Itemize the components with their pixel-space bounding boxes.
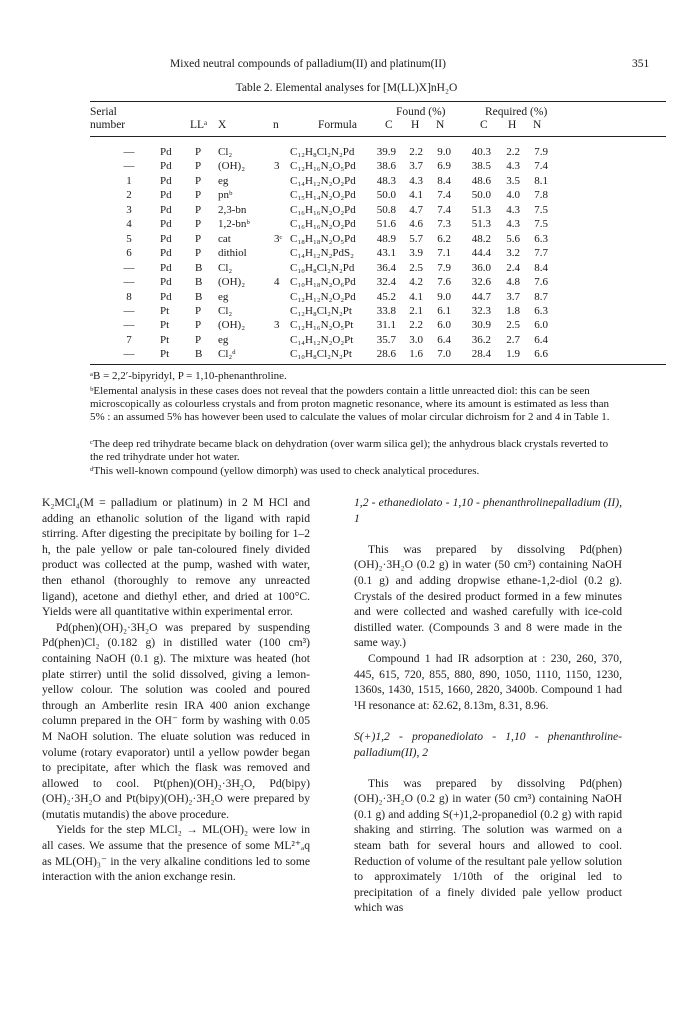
cell-required-n: 6.4 <box>534 333 548 346</box>
cell-required-n: 7.8 <box>534 189 548 202</box>
cell-required-n: 7.4 <box>534 160 548 173</box>
cell-formula: C₁₂H₁₆N₂O₅Pd <box>290 160 356 173</box>
cell-found-h: 2.1 <box>409 304 423 317</box>
body-paragraph: Yields for the step MLCl₂ → ML(OH)₂ were low in all cases. We assume that the presence of some ML²⁺ₐq as ML(OH)₃⁻ in the very alkaline conditions led to some interaction with the anion exchange resin. <box>42 823 310 884</box>
cell-required-c: 36.0 <box>471 261 491 274</box>
header-found-n: N <box>436 119 445 131</box>
page-number: 351 <box>632 58 650 70</box>
cell-n: 3 <box>274 319 280 332</box>
cell-x: cat <box>218 232 231 245</box>
table-row <box>0 204 693 218</box>
spacer <box>354 760 622 776</box>
cell-required-h: 3.5 <box>506 174 520 187</box>
cell-metal: Pt <box>160 319 170 332</box>
cell-formula: C₁₂H₈Cl₂N₂Pd <box>290 146 355 158</box>
cell-found-n: 9.0 <box>437 290 451 303</box>
header-required-h: H <box>508 119 517 131</box>
cell-required-h: 4.0 <box>506 189 520 202</box>
table-row <box>0 319 693 333</box>
cell-found-c: 36.4 <box>376 261 396 274</box>
cell-ligand: B <box>195 276 203 289</box>
body-right-column <box>354 495 622 916</box>
footnote-d: ᵈThis well-known compound (yellow dimorph) was used to check analytical procedures. <box>90 465 480 477</box>
footnote-c: ᶜThe deep red trihydrate became black on dehydration (over warm silica gel); the anhydrous black crystals reverted to the red trihydrate under hot water. <box>90 438 609 464</box>
cell-found-h: 3.9 <box>409 247 423 260</box>
cell-required-c: 48.2 <box>471 232 491 245</box>
cell-ligand: B <box>195 290 203 303</box>
cell-serial: — <box>123 160 135 173</box>
cell-found-n: 7.6 <box>437 276 451 289</box>
cell-n: 4 <box>274 276 280 289</box>
cell-found-n: 6.4 <box>437 333 451 346</box>
cell-found-h: 4.1 <box>409 290 423 303</box>
section-heading: 1,2 - ethanediolato - 1,10 - phenanthrolinepalladium (II), 1 <box>354 496 622 525</box>
cell-found-n: 6.0 <box>437 319 451 332</box>
cell-serial: — <box>123 261 135 274</box>
cell-found-n: 9.0 <box>437 146 451 158</box>
cell-required-c: 38.5 <box>471 160 491 173</box>
cell-required-h: 4.3 <box>506 218 520 231</box>
cell-found-h: 3.7 <box>409 160 423 173</box>
cell-found-h: 2.2 <box>409 146 423 158</box>
table-bottom-rule <box>90 364 666 365</box>
cell-metal: Pd <box>160 218 172 231</box>
cell-metal: Pt <box>160 348 170 361</box>
cell-required-n: 7.6 <box>534 276 548 289</box>
cell-required-c: 28.4 <box>471 348 491 361</box>
body-paragraph: Pd(phen)(OH)₂·3H₂O was prepared by suspending Pd(phen)Cl₂ (0.182 g) in distilled water (100 cm³) containing NaOH (0.1 g). The mixture was heated (hot plate stirrer) until the solid dissolved, giving a lemon-yellow colour. The solution was cooled and poured through an Amberlite resin IRA 400 anion exchange column prepared in the OH⁻ form by washing with 0.05 M NaOH solution. The eluate solution was reduced in volume (rotary evaporator) until a yellow powder began to precipitate, after which the flask was removed and allowed to cool. Pt(phen)(OH)₂·3H₂O, Pd(bipy)(OH)₂·3H₂O and Pt(bipy)(OH)₂·3H₂O were prepared by (mutatis mutandis) the above procedure. <box>42 620 310 821</box>
cell-formula: C₁₈H₁₈N₂O₅Pd <box>290 232 356 245</box>
cell-x: Cl₂ <box>218 261 233 274</box>
footnote-a: ᵃB = 2,2′-bipyridyl, P = 1,10-phenanthroline. <box>90 370 287 382</box>
cell-serial: — <box>123 348 135 361</box>
cell-found-h: 3.0 <box>409 333 423 346</box>
cell-n: 3 <box>274 160 280 173</box>
cell-x: dithiol <box>218 247 247 260</box>
table-row <box>0 291 693 305</box>
cell-metal: Pd <box>160 174 172 187</box>
body-left-column <box>42 495 310 885</box>
cell-required-c: 50.0 <box>471 189 491 202</box>
cell-ligand: P <box>195 203 202 216</box>
cell-metal: Pd <box>160 290 172 303</box>
cell-required-h: 2.2 <box>506 146 520 158</box>
cell-ligand: B <box>195 261 203 274</box>
header-x: X <box>218 119 227 131</box>
cell-found-c: 28.6 <box>376 348 396 361</box>
cell-formula: C₁₂H₁₆N₂O₅Pt <box>290 319 354 332</box>
cell-found-c: 35.7 <box>376 333 396 346</box>
section-heading: S(+)1,2 - propanediolato - 1,10 - phenanthroline-palladium(II), 2 <box>354 729 622 759</box>
cell-found-h: 5.7 <box>409 232 423 245</box>
cell-metal: Pd <box>160 203 172 216</box>
table-row <box>0 146 693 160</box>
cell-required-n: 6.3 <box>534 232 548 245</box>
body-paragraph: This was prepared by dissolving Pd(phen) (OH)₂·3H₂O (0.2 g) in water (50 cm³) containing NaOH (0.1 g) and adding dropwise ethane-1,2-diol (0.2 g). Crystals of the desired product formed in a few minutes and were collected and washed carefully with ice-cold distilled water. (Compounds 3 and 8 were made in the same way.) <box>354 542 622 650</box>
cell-x: Cl₂ <box>218 146 233 158</box>
cell-formula: C₁₅H₁₄N₂O₂Pd <box>290 189 356 202</box>
cell-x: (OH)₂ <box>218 276 246 289</box>
running-title: Mixed neutral compounds of palladium(II) and platinum(II) <box>170 58 446 70</box>
cell-serial: 4 <box>126 218 132 231</box>
cell-required-c: 32.3 <box>471 304 491 317</box>
cell-found-n: 7.1 <box>437 247 451 260</box>
cell-formula: C₁₀H₁₈N₂O₆Pd <box>290 276 356 289</box>
cell-metal: Pd <box>160 247 172 260</box>
header-found-h: H <box>411 119 420 131</box>
cell-metal: Pd <box>160 189 172 202</box>
cell-required-n: 8.4 <box>534 261 548 274</box>
cell-ligand: P <box>195 218 202 231</box>
header-serial: Serial <box>90 106 117 118</box>
cell-found-n: 7.4 <box>437 203 451 216</box>
cell-required-h: 4.3 <box>506 160 520 173</box>
cell-metal: Pt <box>160 304 170 317</box>
cell-found-h: 4.6 <box>409 218 423 231</box>
cell-x: eg <box>218 174 229 187</box>
cell-metal: Pd <box>160 276 172 289</box>
cell-required-c: 51.3 <box>471 203 491 216</box>
table-row <box>0 218 693 232</box>
cell-required-h: 2.7 <box>506 333 520 346</box>
cell-found-h: 4.1 <box>409 189 423 202</box>
cell-formula: C₁₀H₈Cl₂N₂Pd <box>290 261 355 274</box>
cell-found-n: 6.2 <box>437 232 451 245</box>
cell-found-c: 38.6 <box>376 160 396 173</box>
header-n: n <box>273 119 279 131</box>
header-required: Required (%) <box>485 106 548 118</box>
table-header-rule <box>90 136 666 137</box>
cell-required-h: 1.8 <box>506 304 520 317</box>
table-row <box>0 348 693 362</box>
cell-found-h: 4.3 <box>409 174 423 187</box>
cell-found-c: 31.1 <box>376 319 396 332</box>
cell-serial: 1 <box>126 174 132 187</box>
table-caption: Table 2. Elemental analyses for [M(LL)X]nH₂O <box>235 82 458 94</box>
cell-required-c: 44.4 <box>471 247 491 260</box>
cell-found-n: 7.3 <box>437 218 451 231</box>
header-number: number <box>90 119 126 131</box>
cell-required-n: 7.5 <box>534 218 548 231</box>
table-top-rule <box>90 101 666 102</box>
table-row <box>0 160 693 174</box>
cell-found-c: 50.0 <box>376 189 396 202</box>
cell-found-h: 4.2 <box>409 276 423 289</box>
cell-x: 1,2-bnᵇ <box>218 218 250 231</box>
cell-required-n: 8.7 <box>534 290 548 303</box>
cell-found-h: 2.2 <box>409 319 423 332</box>
cell-serial: — <box>123 319 135 332</box>
cell-metal: Pd <box>160 146 172 158</box>
cell-ligand: P <box>195 304 202 317</box>
cell-ligand: P <box>195 189 202 202</box>
cell-serial: — <box>123 304 135 317</box>
cell-ligand: P <box>195 146 202 158</box>
cell-found-c: 39.9 <box>376 146 396 158</box>
table-row <box>0 262 693 276</box>
cell-serial: 7 <box>126 333 132 346</box>
cell-required-c: 40.3 <box>471 146 491 158</box>
table-row <box>0 189 693 203</box>
cell-required-n: 7.9 <box>534 146 548 158</box>
cell-found-h: 1.6 <box>409 348 423 361</box>
cell-x: 2,3-bn <box>218 203 247 216</box>
cell-found-c: 50.8 <box>376 203 396 216</box>
header-required-c: C <box>480 119 488 131</box>
cell-required-n: 7.5 <box>534 203 548 216</box>
spacer <box>354 526 622 542</box>
cell-serial: 6 <box>126 247 132 260</box>
cell-required-c: 48.6 <box>471 174 491 187</box>
cell-formula: C₁₄H₁₂N₂O₂Pt <box>290 333 354 346</box>
cell-x: Cl₂ᵈ <box>218 348 236 361</box>
cell-required-h: 4.8 <box>506 276 520 289</box>
cell-formula: C₁₆H₁₆N₂O₂Pd <box>290 203 356 216</box>
cell-required-n: 6.0 <box>534 319 548 332</box>
cell-formula: C₁₆H₁₆N₂O₂Pd <box>290 218 356 231</box>
cell-found-c: 32.4 <box>376 276 396 289</box>
cell-ligand: P <box>195 174 202 187</box>
cell-serial: 2 <box>126 189 132 202</box>
table-row <box>0 305 693 319</box>
cell-required-c: 51.3 <box>471 218 491 231</box>
cell-found-c: 33.8 <box>376 304 396 317</box>
cell-metal: Pd <box>160 261 172 274</box>
cell-ligand: P <box>195 160 202 173</box>
cell-x: Cl₂ <box>218 304 233 317</box>
cell-serial: 3 <box>126 203 132 216</box>
header-formula: Formula <box>318 119 357 131</box>
cell-found-n: 8.4 <box>437 174 451 187</box>
cell-ligand: B <box>195 348 203 361</box>
cell-ligand: P <box>195 232 202 245</box>
cell-found-h: 2.5 <box>409 261 423 274</box>
cell-x: (OH)₂ <box>218 160 246 173</box>
spacer <box>354 713 622 729</box>
cell-required-n: 7.7 <box>534 247 548 260</box>
cell-required-h: 2.4 <box>506 261 520 274</box>
cell-x: eg <box>218 290 229 303</box>
cell-x: (OH)₂ <box>218 319 246 332</box>
cell-formula: C₁₄H₁₂N₂O₂Pd <box>290 174 356 187</box>
cell-required-h: 5.6 <box>506 232 520 245</box>
cell-formula: C₁₂H₁₂N₂O₂Pd <box>290 290 356 303</box>
cell-found-c: 51.6 <box>376 218 396 231</box>
cell-found-n: 6.9 <box>437 160 451 173</box>
cell-ligand: P <box>195 247 202 260</box>
cell-metal: Pd <box>160 160 172 173</box>
cell-found-n: 6.1 <box>437 304 451 317</box>
cell-required-c: 36.2 <box>471 333 491 346</box>
cell-required-h: 2.5 <box>506 319 520 332</box>
cell-serial: — <box>123 276 135 289</box>
cell-x: eg <box>218 333 229 346</box>
cell-found-c: 48.3 <box>376 174 396 187</box>
table-row <box>0 247 693 261</box>
cell-serial: — <box>123 146 135 158</box>
cell-required-n: 6.6 <box>534 348 548 361</box>
cell-metal: Pd <box>160 232 172 245</box>
table-row <box>0 276 693 290</box>
cell-n: 3ᶜ <box>274 232 283 245</box>
header-found-c: C <box>385 119 393 131</box>
cell-required-c: 44.7 <box>471 290 491 303</box>
header-required-n: N <box>533 119 542 131</box>
cell-required-h: 1.9 <box>506 348 520 361</box>
footnote-b: ᵇElemental analysis in these cases does not reveal that the powders contain a little unreacted diol: this can be seen microscopically as colourless crystals and from proton magnetic resonance, where its amount is estimated as less than 5% : an assumed 5% has however been used to calculate the values of molar circular dichroism for 2 and 4 in Table 1. <box>90 385 610 424</box>
cell-found-n: 7.0 <box>437 348 451 361</box>
cell-required-n: 6.3 <box>534 304 548 317</box>
cell-formula: C₁₄H₁₂N₂PdS₂ <box>290 247 354 260</box>
cell-ligand: P <box>195 319 202 332</box>
cell-required-c: 30.9 <box>471 319 491 332</box>
table-row <box>0 233 693 247</box>
cell-required-h: 4.3 <box>506 203 520 216</box>
body-paragraph: K₂MCl₄(M = palladium or platinum) in 2 M HCl and adding an ethanolic solution of the ligand with rapid stirring. After digesting the precipitate by boiling for 1–2 h, the pale yellow or pale tan-coloured finely divided product was collected at the pump, washed with water, then ethanol (thoroughly to remove any unreacted ligand), acetone and diethyl ether, and dried at 100°C. Yields were all quantitative within experimental error. <box>42 496 310 619</box>
cell-metal: Pt <box>160 333 170 346</box>
cell-found-c: 45.2 <box>376 290 396 303</box>
cell-found-n: 7.4 <box>437 189 451 202</box>
cell-required-h: 3.7 <box>506 290 520 303</box>
cell-found-c: 43.1 <box>376 247 396 260</box>
table-row <box>0 175 693 189</box>
cell-found-h: 4.7 <box>409 203 423 216</box>
cell-found-c: 48.9 <box>376 232 396 245</box>
header-found: Found (%) <box>396 106 446 118</box>
cell-formula: C₁₂H₈Cl₂N₂Pt <box>290 304 352 317</box>
cell-found-n: 7.9 <box>437 261 451 274</box>
cell-required-h: 3.2 <box>506 247 520 260</box>
cell-required-c: 32.6 <box>471 276 491 289</box>
cell-formula: C₁₀H₈Cl₂N₂Pt <box>290 348 352 361</box>
cell-serial: 8 <box>126 290 132 303</box>
cell-x: pnᵇ <box>218 189 233 202</box>
header-ll: LLᵃ <box>190 119 208 131</box>
cell-required-n: 8.1 <box>534 174 548 187</box>
cell-ligand: P <box>195 333 202 346</box>
table-row <box>0 334 693 348</box>
body-paragraph: This was prepared by dissolving Pd(phen) (OH)₂·3H₂O (0.2 g) in water (50 cm³) containing NaOH (0.1 g) and adding S(+)1,2-propanediol (0.2 g) with rapid shaking and stirring. The solution was warmed on a steam bath for several hours and allowed to cool. Reduction of volume of the resultant pale yellow solution to approximately 1/10th of the original led to precipitation of a finely divided pale yellow product which was <box>354 776 622 915</box>
cell-serial: 5 <box>126 232 132 245</box>
body-paragraph: Compound 1 had IR adsorption at : 230, 260, 370, 445, 615, 720, 855, 880, 890, 1050, 1110, 1150, 1230, 1360s, 1430, 1515, 1660, 2820, 3400b. Compound 1 had ¹H resonance at: δ2.62, 8.13m, 8.31, 8.96. <box>354 651 622 712</box>
